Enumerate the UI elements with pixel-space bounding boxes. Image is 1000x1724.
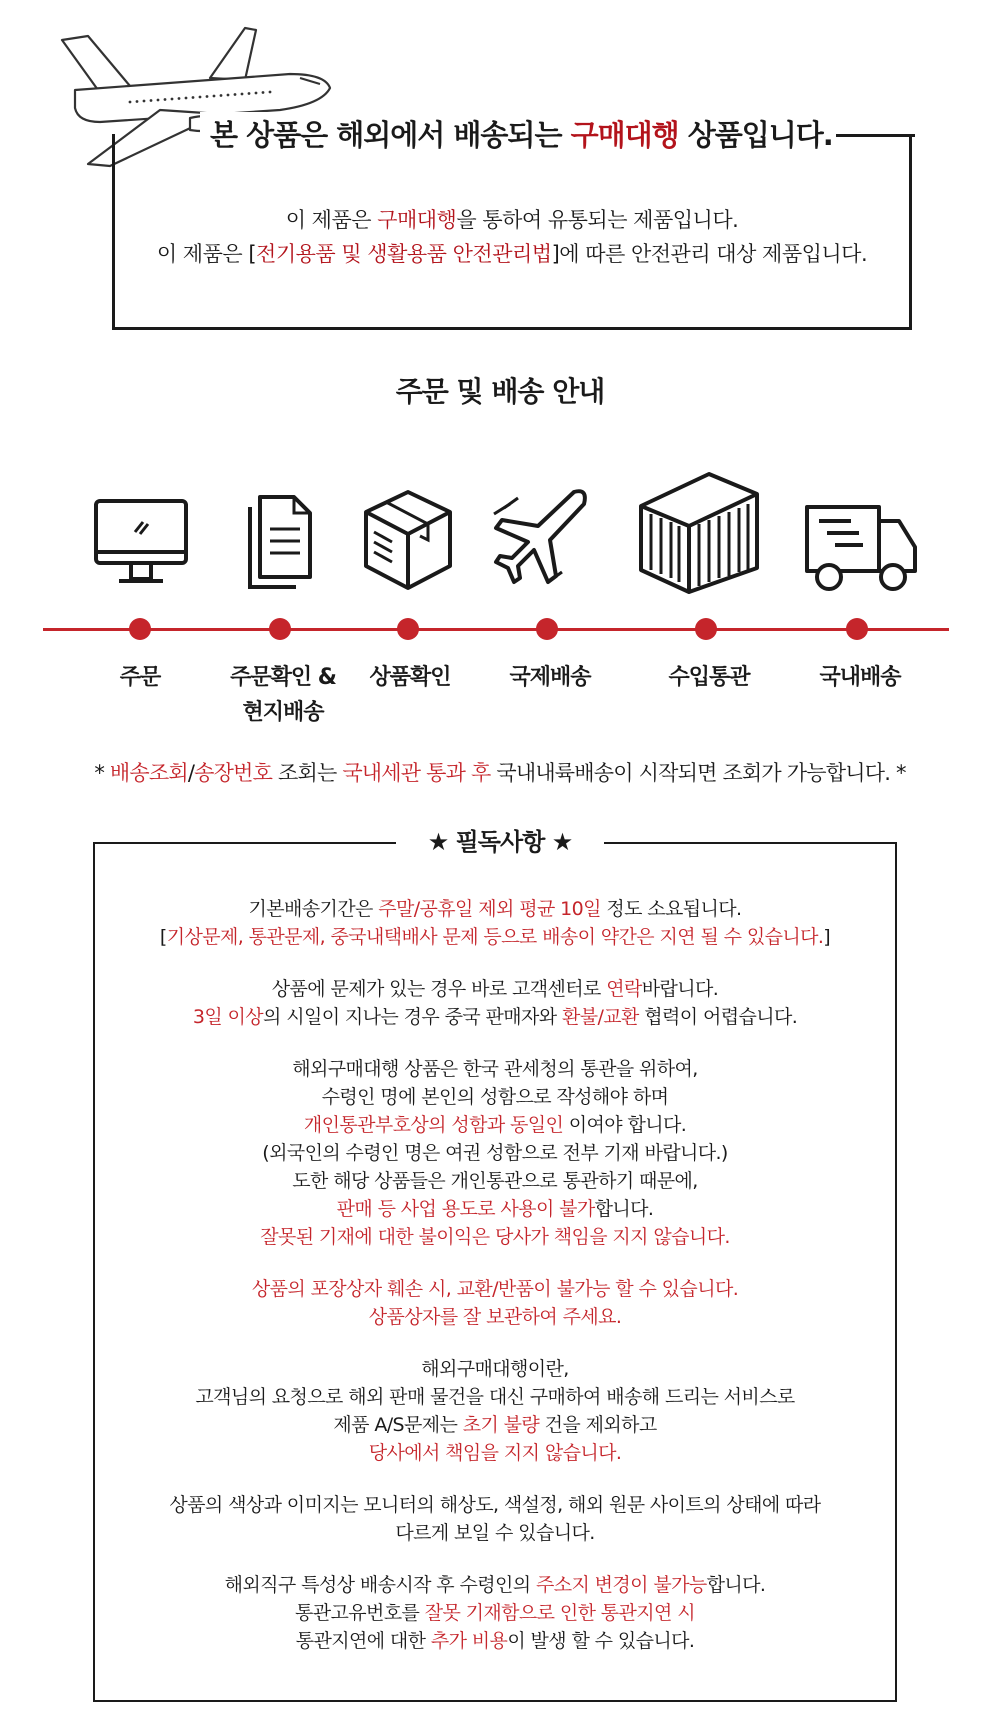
step-label-product-check: 상품확인 <box>369 665 451 690</box>
documents-icon <box>246 493 314 591</box>
paragraph-address-change: 해외직구 특성상 배송시작 후 수령인의 주소지 변경이 불가능합니다. 통관고유번호를 잘못 기재함으로 인한 통관지연 시 통관지연에 대한 추가 비용이 발생 할 수 있습니다. <box>224 1574 766 1652</box>
paragraph-color: 상품의 색상과 이미지는 모니터의 해상도, 색설정, 해외 원문 사이트의 상태에 따라 다르게 보일 수 있습니다. <box>169 1494 821 1544</box>
shipping-container-icon <box>637 470 761 596</box>
notice-body <box>112 203 912 271</box>
timeline-dot <box>397 618 419 640</box>
notice-box-top-line <box>836 134 915 137</box>
must-read-body <box>93 895 897 1679</box>
timeline-dot <box>536 618 558 640</box>
timeline-dot <box>269 618 291 640</box>
notice-line-2: 이 제품은 [전기용품 및 생활용품 안전관리법]에 따른 안전관리 대상 제품입니다. <box>156 242 868 266</box>
tracking-note: * 배송조회/송장번호 조회는 국내세관 통과 후 국내내륙배송이 시작되면 조회가 가능합니다. * <box>94 761 906 785</box>
package-box-icon <box>362 488 454 592</box>
timeline-dot <box>129 618 151 640</box>
step-label-customs: 수입통관 <box>668 665 750 690</box>
timeline-dot <box>695 618 717 640</box>
paragraph-packaging: 상품의 포장상자 훼손 시, 교환/반품이 불가능 할 수 있습니다. 상품상자를 잘 보관하여 주세요. <box>251 1278 739 1328</box>
step-label-domestic: 국내배송 <box>819 665 901 690</box>
notice-line-1: 이 제품은 구매대행을 통하여 유통되는 제품입니다. <box>285 208 739 232</box>
step-label-order: 주문 <box>119 665 161 690</box>
timeline-line <box>43 628 949 631</box>
step-label-order-confirm: 주문확인 & 현지배송 <box>230 665 336 725</box>
guide-title: 주문 및 배송 안내 <box>395 375 605 408</box>
timeline-dot <box>846 618 868 640</box>
delivery-truck-icon <box>803 503 919 595</box>
notice-heading: 본 상품은 해외에서 배송되는 구매대행 상품입니다. <box>200 112 836 158</box>
monitor-icon <box>93 498 189 592</box>
paragraph-purchase-agency: 해외구매대행이란, 고객님의 요청으로 해외 판매 물건을 대신 구매하여 배송해 드리는 서비스로 제품 A/S문제는 초기 불량 건을 제외하고 당사에서 책임을 지지 않습니다. <box>195 1358 795 1464</box>
must-read-title: ★ 필독사항 ★ <box>396 822 604 862</box>
paragraph-delivery-period: 기본배송기간은 주말/공휴일 제외 평균 10일 정도 소요됩니다. [기상문제, 통관문제, 중국내택배사 문제 등으로 배송이 약간은 지연 될 수 있습니다.] <box>159 898 831 948</box>
paragraph-customs-name: 해외구매대행 상품은 한국 관세청의 통관을 위하여, 수령인 명에 본인의 성함으로 작성해야 하며 개인통관부호상의 성함과 동일인 이여야 합니다. (외국인의 수령인 명은 여권 성함으로 전부 기재 바랍니다.) 도한 해당 상품들은 개인통관으로 통관하기 때문에, 판매 등 사업 용도로 사용이 불가합니다. 잘못된 기재에 대한 불이익은 당사가 책임을 지지 않습니다. <box>260 1058 730 1248</box>
paragraph-contact: 상품에 문제가 있는 경우 바로 고객센터로 연락바랍니다. 3일 이상의 시일이 지나는 경우 중국 판매자와 환불/교환 협력이 어렵습니다. <box>192 978 798 1028</box>
step-label-international: 국제배송 <box>509 665 591 690</box>
airplane-icon <box>490 484 594 592</box>
